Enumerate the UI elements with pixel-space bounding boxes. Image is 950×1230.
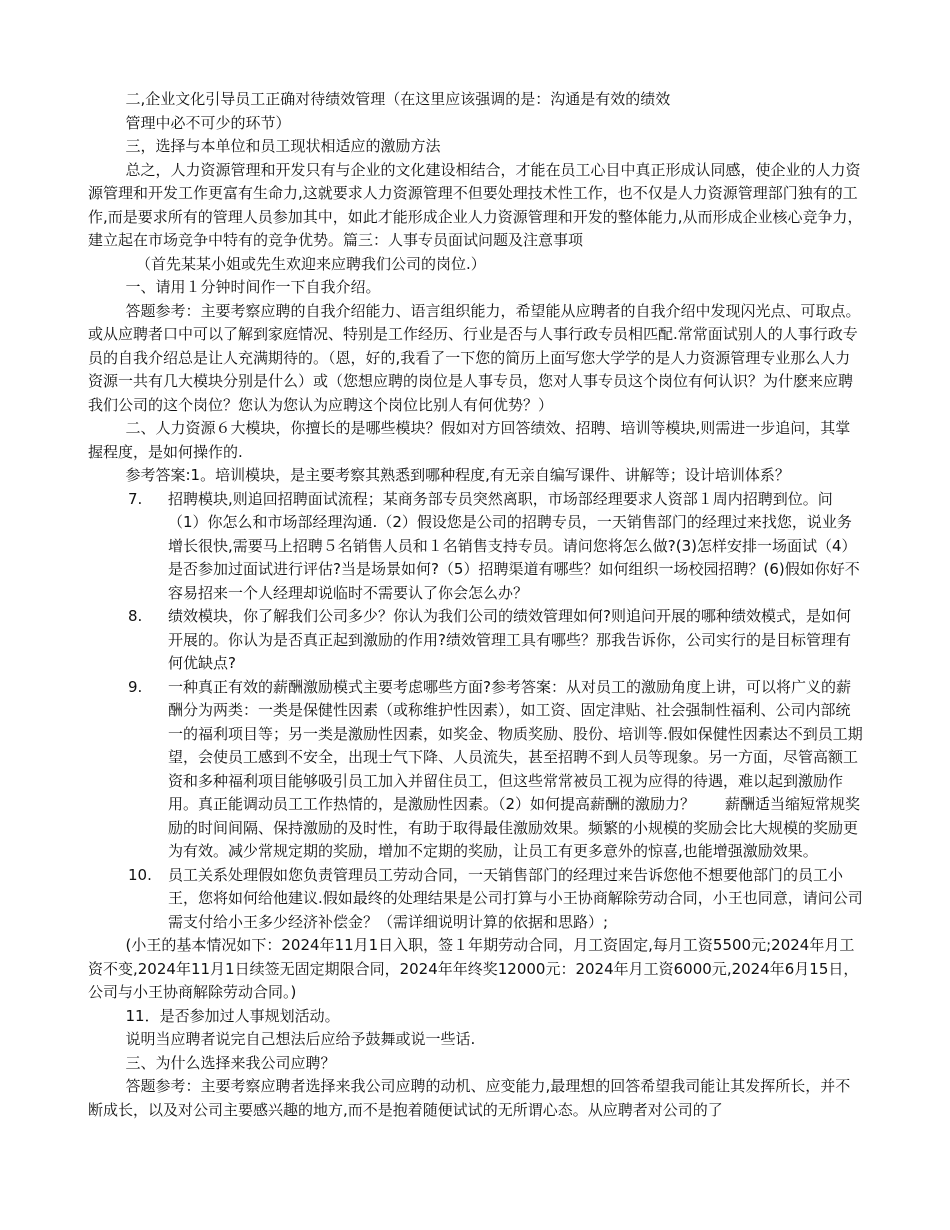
list-item: [88, 488, 863, 606]
para-summary: 总之，人力资源管理和开发只有与企业的文化建设相结合，才能在员工心目中真正形成认同感，使企业的人力资源管理和开发工作更富有生命力,这就要求人力资源管理不但要处理技术性工作，也不仅是人力资源管理部门独有的工作,而是要求所有的管理人员参加其中，如此才能形成企业人力资源管理和开发的整体能力,从而形成企业核心竞争力，建立起在市场竞争中特有的竞争优势。篇三：人事专员面试问题及注意事项: [88, 160, 863, 249]
list-item-number: 10.: [128, 865, 152, 884]
list-item-text: 招聘模块,则追回招聘面试流程；某商务部专员突然离职，市场部经理要求人资部１周内招聘到位。问（1）你怎么和市场部经理沟通.（2）假设您是公司的招聘专员，一天销售部门的经理过来找您，说业务增长很快,需要马上招聘５名销售人员和１名销售支持专员。请问您将怎么做?(3)怎样安排一场面试（4）是否参加过面试进行评估?当是场景如何?（5）招聘渠道有哪些？如何组织一场校园招聘？(6)假如你好不容易招来一个人经理却说临时不需要认了你会怎么办？: [168, 489, 860, 602]
para-culture: 二,企业文化引导员工正确对待绩效管理（在这里应该强调的是：沟通是有效的绩效: [125, 90, 671, 108]
list-item: [88, 676, 863, 864]
list-item: [88, 864, 863, 935]
para-encourage: 说明当应聘者说完自己想法后应给予鼓舞或说一些话.: [125, 1030, 476, 1048]
list-item-number: 7.: [128, 489, 143, 508]
list-item-text: 员工关系处理假如您负责管理员工劳动合同，一天销售部门的经理过来告诉您他不想要他部门的员工小王，您将如何给他建议.假如最终的处理结果是公司打算与小王协商解除劳动合同，小王也同意，请问公司需支付给小王多少经济补偿金？（需详细说明计算的依据和思路）;: [168, 865, 863, 931]
question-1: 一、请用１分钟时间作一下自我介绍。: [125, 278, 381, 296]
answer-2: 参考答案:1。培训模块，是主要考察其熟悉到哪种程度,有无亲自编写课件、讲解等；设计培训体系？: [125, 466, 790, 484]
list-item-11: 11．是否参加过人事规划活动。: [125, 1006, 340, 1025]
answer-1: 答题参考：主要考察应聘的自我介绍能力、语言组织能力，希望能从应聘者的自我介绍中发现闪光点、可取点。或从应聘者口中可以了解到家庭情况、特别是工作经历、行业是否与人事行政专员相匹配.常常面试别人的人事行政专员的自我介绍总是让人充满期待的。（恩，好的,我看了一下您的简历上面写您大学学的是人力资源管理专业那么人力资源一共有几大模块分别是什么）或（您想应聘的岗位是人事专员，您对人事专员这个岗位有何认识？为什麽来应聘我们公司的这个岗位？您认为您认为应聘这个岗位比别人有何优势？）: [88, 301, 861, 414]
para-culture-cont: 管理中必不可少的环节）: [125, 113, 291, 132]
list-item: [88, 605, 863, 676]
numbered-list: [88, 488, 863, 935]
list-item-number: 8.: [128, 607, 143, 625]
question-3: 三、为什么选择来我公司应聘？: [125, 1053, 336, 1072]
list-item-number: 9.: [128, 677, 143, 696]
list-item-text: 绩效模块，你了解我们公司多少？你认为我们公司的绩效管理如何?则追问开展的哪种绩效模式，是如何开展的。你认为是否真正起到激励的作用?绩效管理工具有哪些？那我告诉你，公司实行的是目标管理有何优缺点?: [168, 607, 851, 672]
answer-3: 答题参考：主要考察应聘者选择来我公司应聘的动机、应变能力,最理想的回答希望我司能让其发挥所长，并不断成长，以及对公司主要感兴趣的地方,而不是抱着随便试试的无所谓心态。从应聘者对公司的了: [88, 1077, 851, 1119]
para-incentive: 三，选择与本单位和员工现状相适应的激励方法: [125, 137, 441, 155]
para-welcome: （首先某某小姐或先生欢迎来应聘我们公司的岗位.）: [136, 254, 486, 273]
question-2: 二、人力资源６大模块，你擅长的是哪些模块？假如对方回答绩效、招聘、培训等模块,则需进一步追问，其掌握程度，是如何操作的.: [88, 419, 851, 461]
document-page: [88, 88, 863, 1122]
list-item-text: 一种真正有效的薪酬激励模式主要考虑哪些方面?参考答案：从对员工的激励角度上讲，可以将广义的薪酬分为两类：一类是保健性因素（或称维护性因素），如工资、固定津贴、社会强制性福利、公司内部统一的福利项目等；另一类是激励性因素，如奖金、物质奖励、股份、培训等.假如保健性因素达不到员工期望，会使员工感到不安全，出现士气下降、人员流失，甚至招聘不到人员等现象。另一方面，尽管高额工资和多种福利项目能够吸引员工加入并留住员工，但这些常常被员工视为应得的待遇，难以起到激励作用。真正能调动员工工作热情的，是激励性因素。（2）如何提高薪酬的激励力？ 薪酬适当缩短常规奖励的时间间隔、保持激励的及时性，有助于取得最佳激励效果。频繁的小规模的奖励会比大规模的奖励更为有效。减少常规定期的奖励，增加不定期的奖励，让员工有更多意外的惊喜,也能增强激励效果。: [168, 677, 863, 860]
para-xiaowang-case: (小王的基本情况如下：2024年11月1日入职，签１年期劳动合同，月工资固定,每月工资5500元;2024年月工资不变,2024年11月1日续签无固定期限合同，2024年年终奖12000元：2024年月工资6000元,2024年6月15日，公司与小王协商解除劳动合同。): [88, 936, 859, 1001]
